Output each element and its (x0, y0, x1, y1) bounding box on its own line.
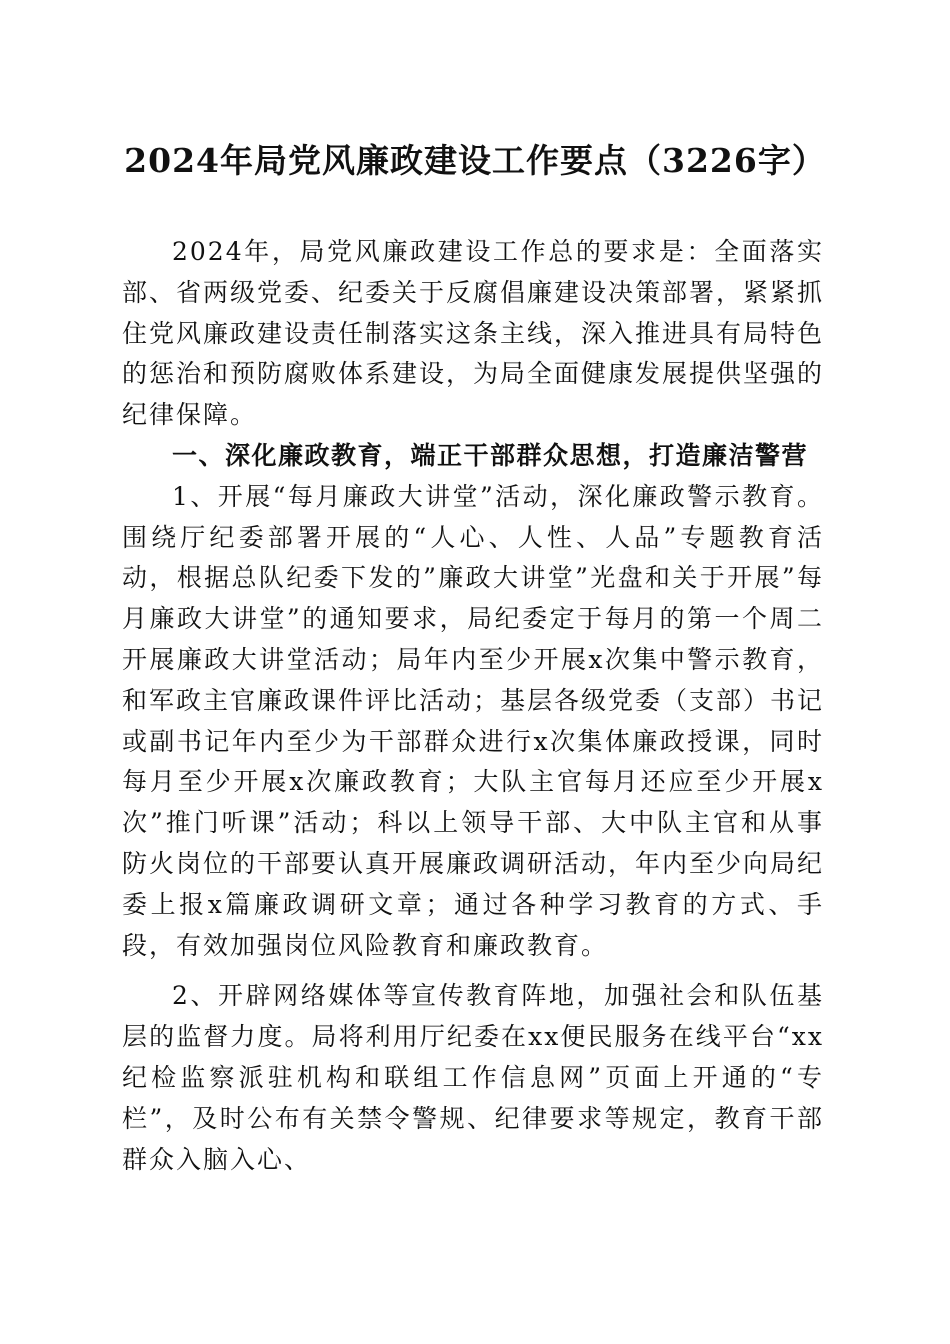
item-paragraph-1: 1、开展“每月廉政大讲堂”活动，深化廉政警示教育。围绕厅纪委部署开展的“人心、人性、人品”专题教育活动，根据总队纪委下发的”廉政大讲堂”光盘和关于开展”每月廉政大讲堂”的通知要求，局纪委定于每月的第一个周二开展廉政大讲堂活动；局年内至少开展x次集中警示教育，和军政主官廉政课件评比活动；基层各级党委（支部）书记或副书记年内至少为干部群众进行x次集体廉政授课，同时每月至少开展x次廉政教育；大队主官每月还应至少开展x次”推门听课”活动；科以上领导干部、大中队主官和从事防火岗位的干部要认真开展廉政调研活动，年内至少向局纪委上报x篇廉政调研文章；通过各种学习教育的方式、手段，有效加强岗位风险教育和廉政教育。 (122, 481, 825, 960)
intro-paragraph: 2024年，局党风廉政建设工作总的要求是：全面落实部、省两级党委、纪委关于反腐倡廉建设决策部署，紧紧抓住党风廉政建设责任制落实这条主线，深入推进具有局特色的惩治和预防腐败体系建设，为局全面健康发展提供坚强的纪律保障。 (122, 237, 825, 430)
document-title: 2024年局党风廉政建设工作要点（3226字） (124, 141, 826, 180)
item-paragraph-2: 2、开辟网络媒体等宣传教育阵地，加强社会和队伍基层的监督力度。局将利用厅纪委在xx便民服务在线平台“xx纪检监察派驻机构和联组工作信息网”页面上开通的“专栏”，及时公布有关禁令警规、纪律要求等规定，教育干部群众入脑入心、 (122, 981, 824, 1174)
section-heading-1: 一、深化廉政教育，端正干部群众思想，打造廉洁警营 (172, 440, 809, 470)
document-body (122, 232, 824, 1180)
